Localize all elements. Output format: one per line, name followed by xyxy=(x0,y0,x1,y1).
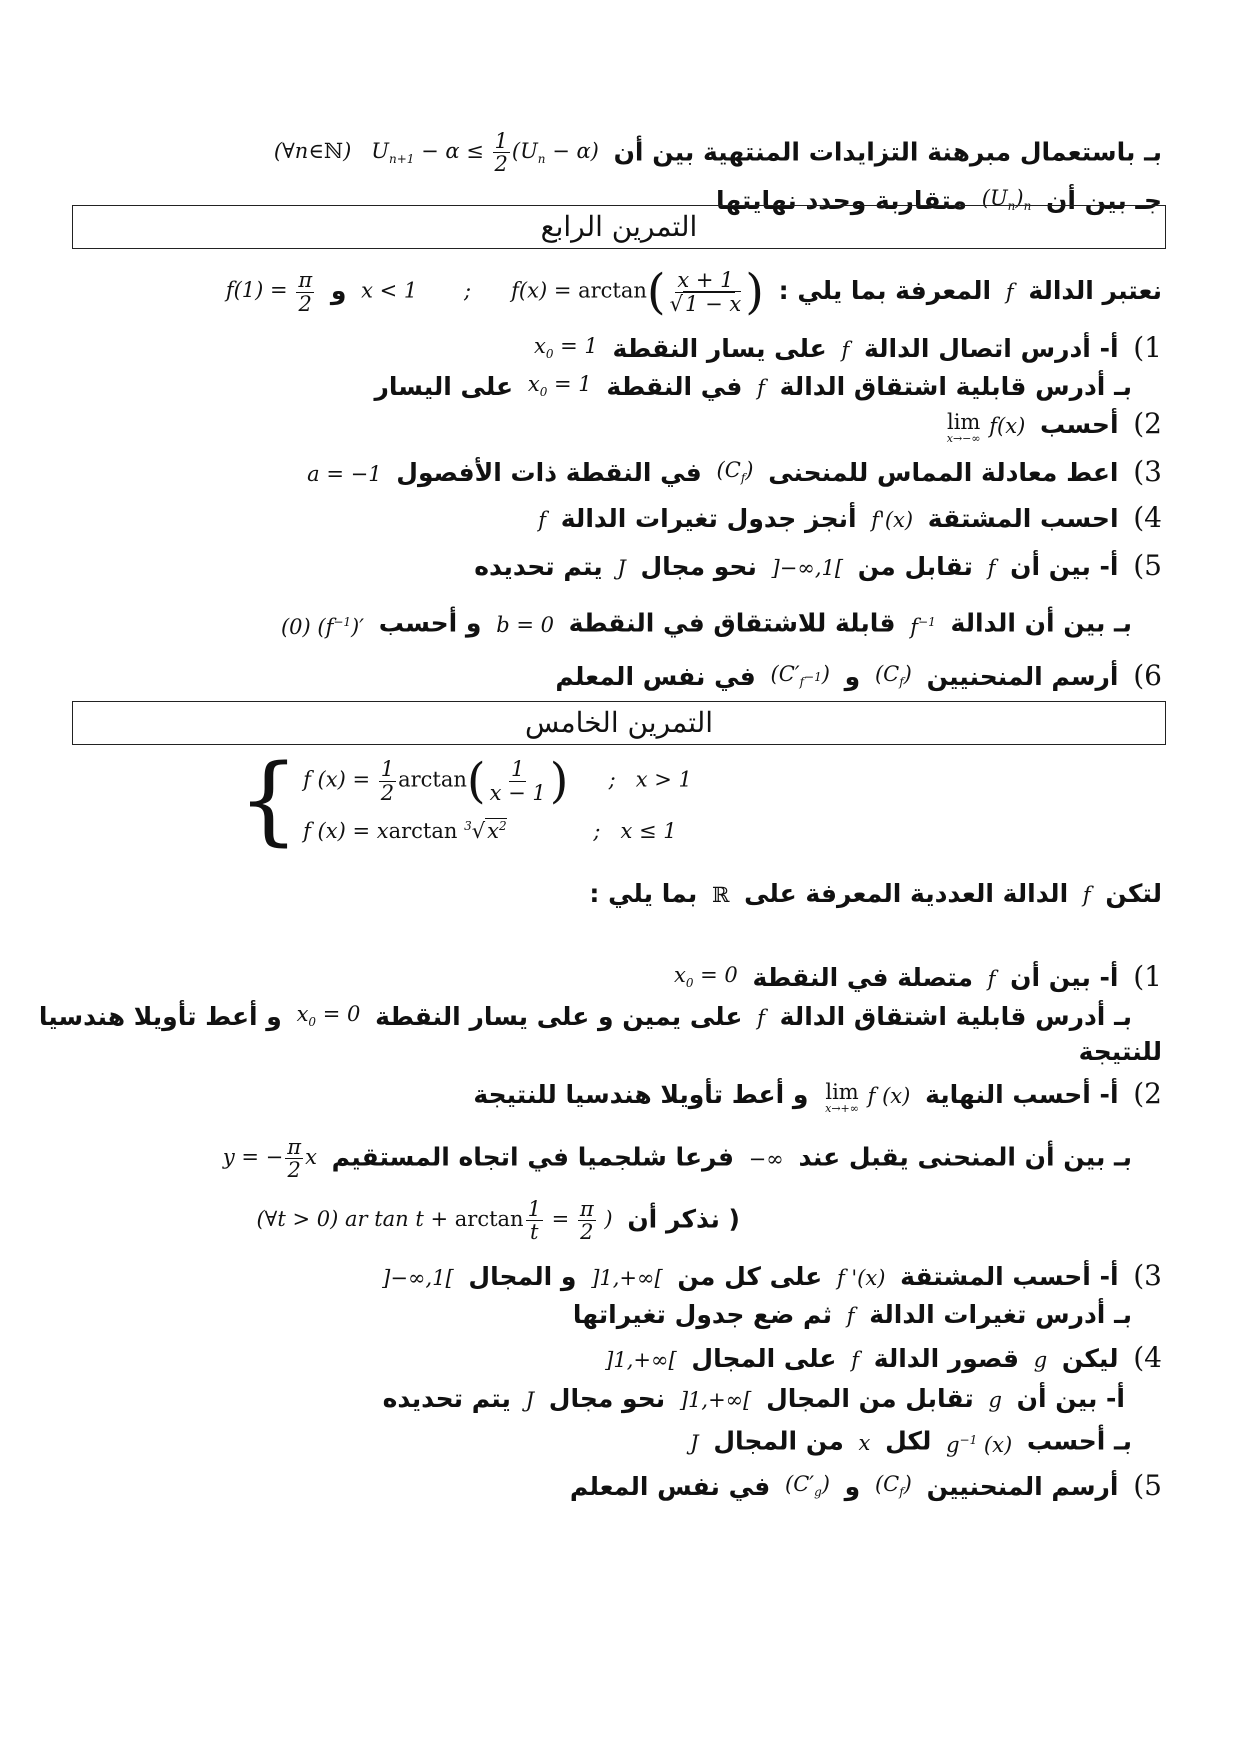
ex5-q4: 4) ليكن g قصور الدالة f على المجال ]1,+∞[ xyxy=(605,1341,1162,1374)
ex5-q1a: 1) أ- بين أن f متصلة في النقطة $x_0 = 0$ xyxy=(673,960,1162,994)
ex4-q5a: 5) أ- بين أن f تقابل من ]−∞,1[ نحو مجال J يتم تحديده xyxy=(474,549,1162,582)
ex4-function-definition: x < 1 ; f(x) = arctan( $\frac{x + 1}{√1 - x}$ ) xyxy=(361,264,764,320)
ex5-q1b-cont: للنتيجة xyxy=(1078,1037,1162,1066)
ex4-q5b: بـ بين أن الدالة $f^{-1}$ قابلة للاشتقاق في النقطة b = 0 و أحسب (0) $(f^{-1})'$ xyxy=(280,608,1132,639)
exercise-4-title: التمرين الرابع xyxy=(72,205,1166,249)
ex5-q1b: بـ أدرس قابلية اشتقاق الدالة f على يمين و على يسار النقطة $x_0 = 0$ و أعط تأويلا هندسيا xyxy=(38,1002,1132,1032)
ex5-note: ( نذكر أن (∀t > 0) ar tan t + arctan $\frac{1}{t}$ = $\frac{\pi}{2}$ ) xyxy=(256,1197,740,1245)
ex4-q1b: بـ أدرس قابلية اشتقاق الدالة f في النقطة $x_0 = 1$ على اليسار xyxy=(374,372,1132,402)
ex4-value-at-1: f(1) = $\frac{\pi}{2}$ xyxy=(225,268,313,316)
ex4-q4: 4) احسب المشتقة f'(x) أنجز جدول تغيرات الدالة f xyxy=(538,501,1162,534)
ex4-q1a: 1) أ- أدرس اتصال الدالة f على يسار النقطة $x_0 = 1$ xyxy=(533,331,1162,365)
ex4-q6: 6) أرسم المنحنيين $(C_f)$ و $(C'_{f^{-1}})$ في نفس المعلم xyxy=(555,659,1162,693)
top-line-b: بـ باستعمال مبرهنة التزايدات المنتهية بين أن (∀n∈ℕ) $U_{n+1} - \alpha$ ≤ $\frac{1}{2}$ $(U_n - \alpha)$ xyxy=(273,129,1162,177)
ex5-intro: لتكن f الدالة العددية المعرفة على ℝ بما يلي : xyxy=(589,879,1162,908)
arctan-identity: (∀t > 0) ar tan t + arctan $\frac{1}{t}$ = $\frac{\pi}{2}$ ) xyxy=(256,1197,613,1245)
ex5-limit: lim x→+∞ f (x) xyxy=(825,1079,911,1115)
sequence-formula: $(U_n)_n$ xyxy=(981,186,1032,214)
ex4-intro: نعتبر الدالة f المعرفة بما يلي : x < 1 ; f(x) = arctan( $\frac{x + 1}{√1 - x}$ ) و f(1) = $\frac{\pi}{2}$ xyxy=(225,264,1162,320)
ex5-q4a: أ- بين أن g تقابل من المجال ]1,+∞[ نحو مجال J يتم تحديده xyxy=(382,1384,1125,1413)
exercise-5-title: التمرين الخامس xyxy=(72,701,1166,745)
ex4-q2: 2) أحسب lim x→−∞ f(x) xyxy=(946,407,1162,445)
ex4-q3: 3) اعط معادلة المماس للمنحنى $(C_f)$ في النقطة ذات الأفصول a = −1 xyxy=(307,455,1162,489)
inequality-formula: (∀n∈ℕ) $U_{n+1} - \alpha$ ≤ $\frac{1}{2}$ $(U_n - \alpha)$ xyxy=(273,129,599,177)
ex5-q2b: بـ بين أن المنحنى يقبل عند −∞ فرعا شلجميا في اتجاه المستقيم y = − $\frac{\pi}{2}$ x xyxy=(222,1135,1132,1183)
ex5-q4b: بـ أحسب $g^{-1}$ (x) لكل x من المجال J xyxy=(690,1426,1132,1457)
ex5-q5: 5) أرسم المنحنيين $(C_f)$ و $(C'_g)$ في نفس المعلم xyxy=(569,1469,1162,1503)
ex4-limit: lim x→−∞ f(x) xyxy=(946,409,1026,445)
ex5-piecewise-definition: { f (x) = $\frac{1}{2}$ arctan( $\frac{1}{x - 1}$ ) ; x > 1 f (x) = xarctan $^3√x^2$ ; x ≤ 1 xyxy=(238,744,692,856)
top-line-c: جـ بين أن $(U_n)_n$ متقاربة وحدد نهايتها xyxy=(716,180,1162,224)
ex5-q3b: بـ أدرس تغيرات الدالة f ثم ضع جدول تغيراتها xyxy=(572,1300,1132,1329)
ex5-q3a: 3) أ- أحسب المشتقة f '(x) على كل من ]1,+∞[ و المجال ]−∞,1[ xyxy=(382,1259,1162,1292)
ex5-q2a: 2) أ- أحسب النهاية lim x→+∞ f (x) و أعط تأويلا هندسيا للنتيجة xyxy=(473,1077,1162,1115)
